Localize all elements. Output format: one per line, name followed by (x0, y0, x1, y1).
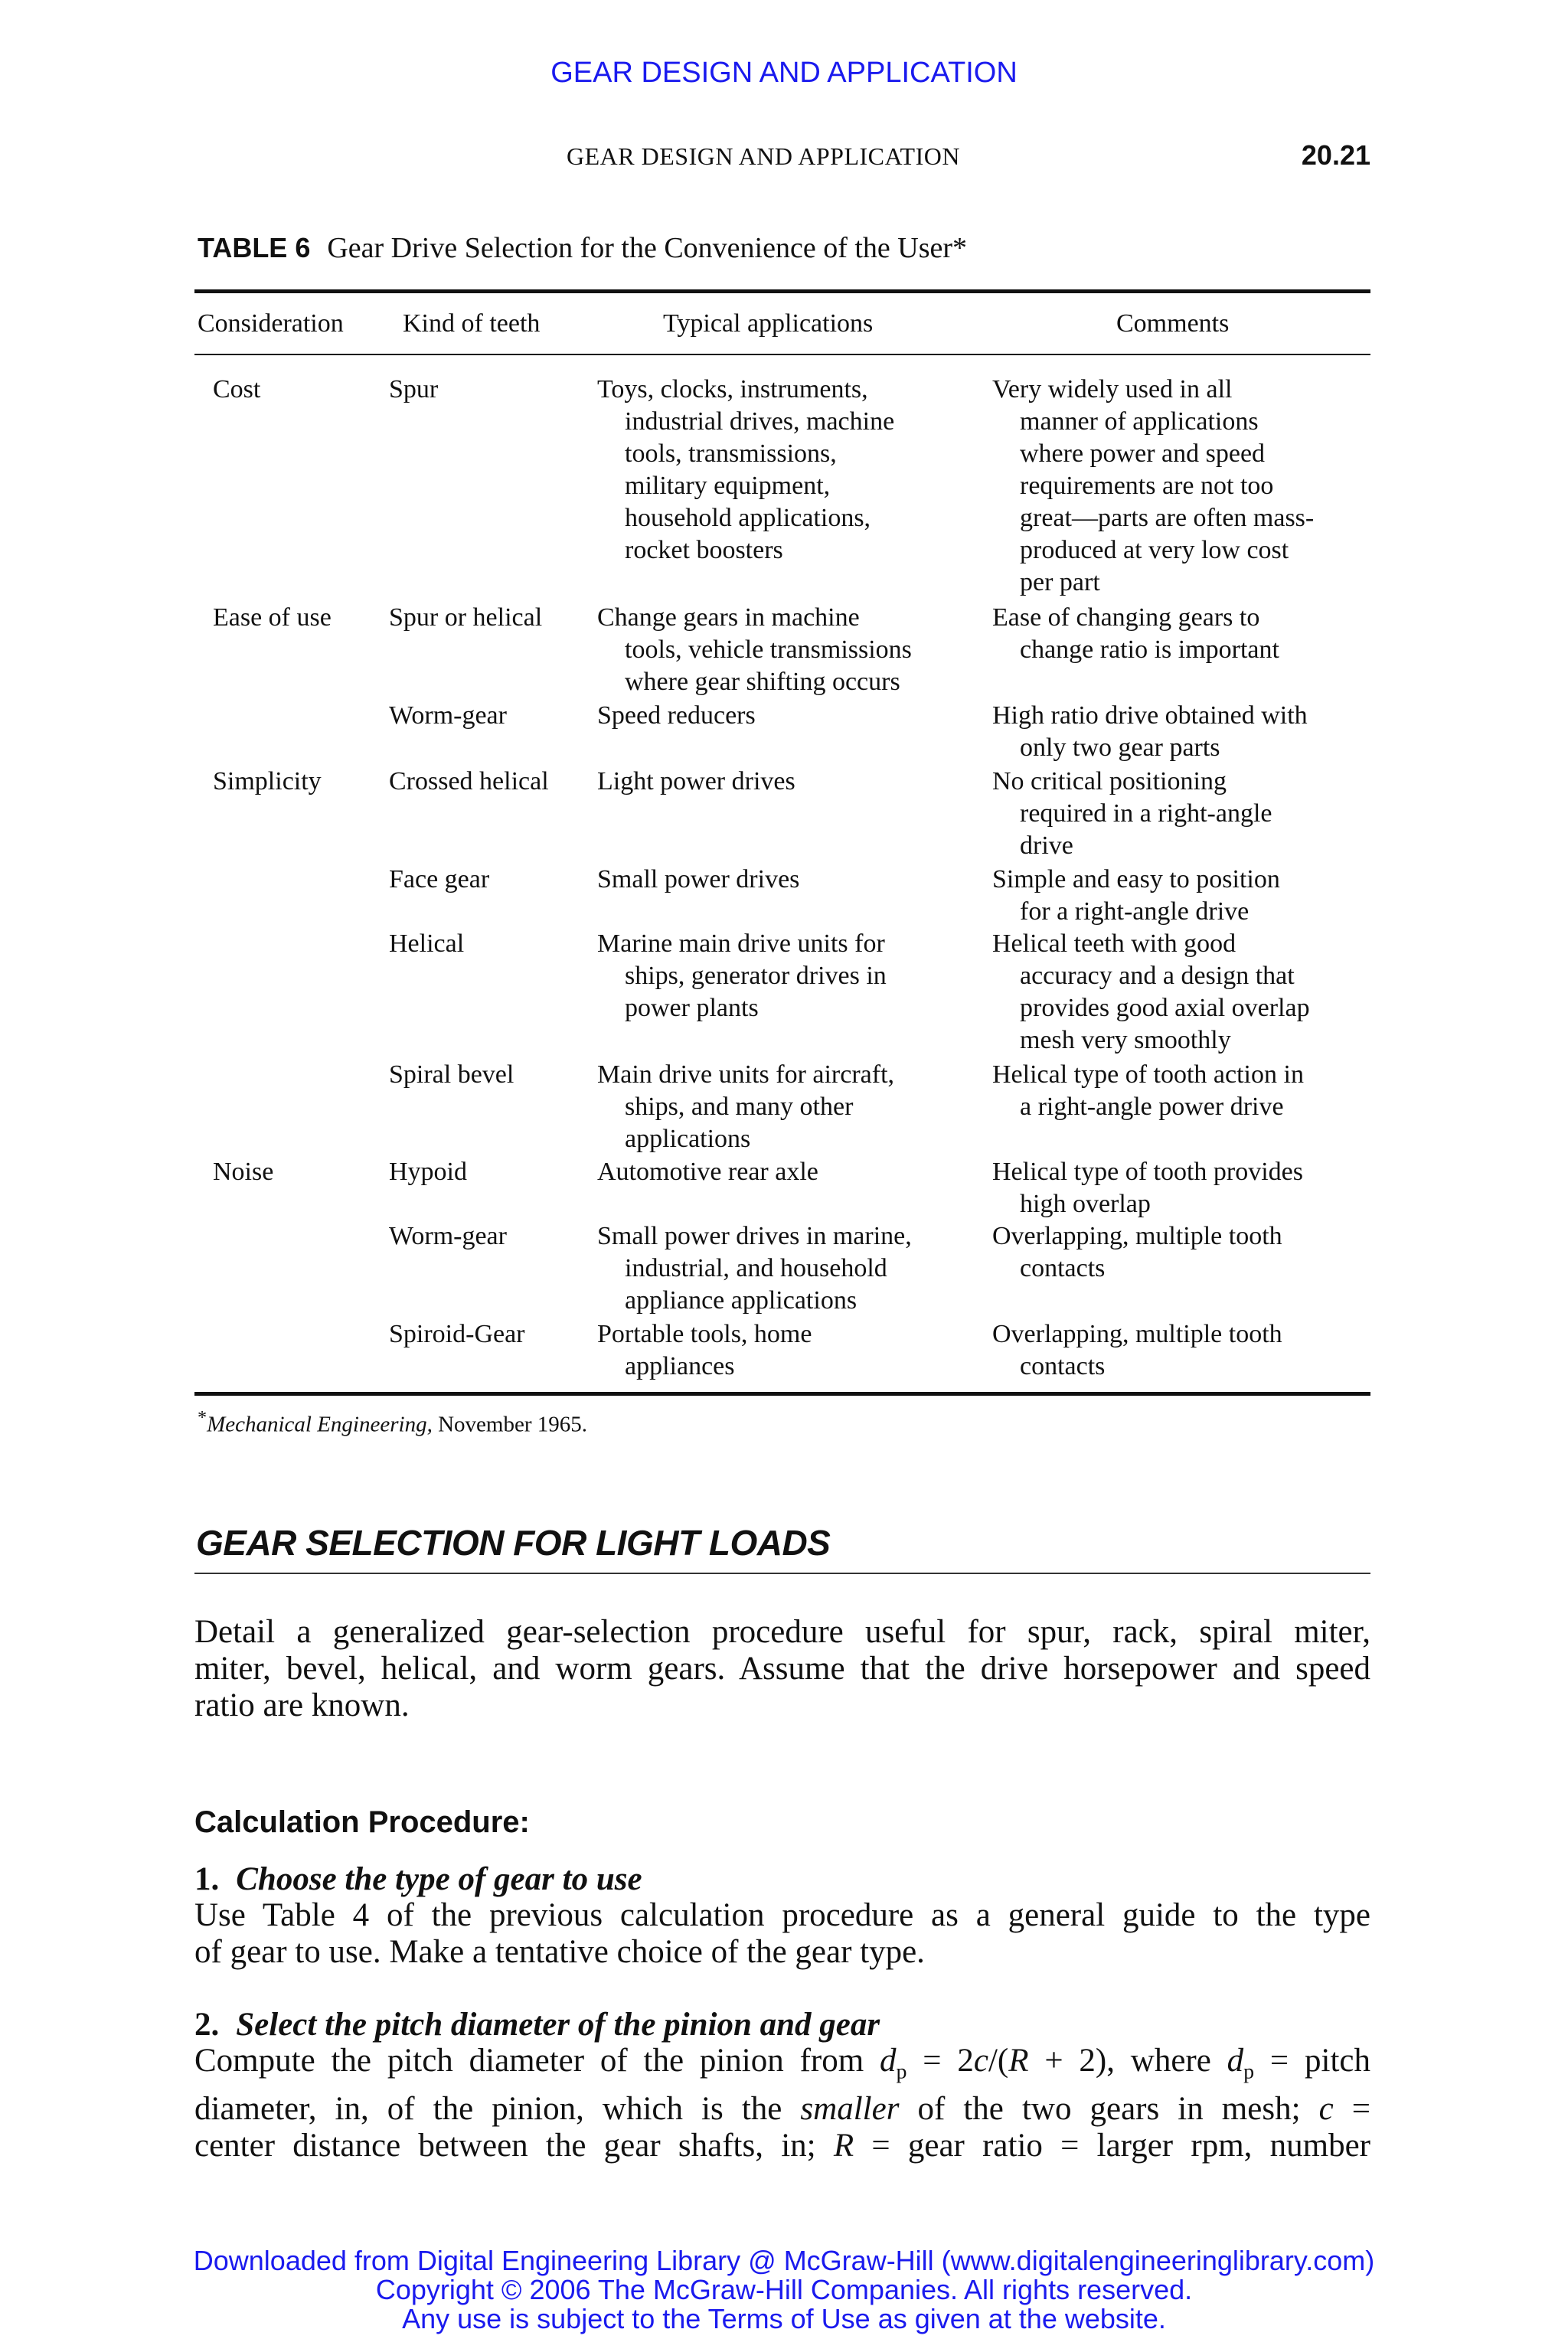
cell-consideration: Cost (213, 375, 261, 403)
table-bottom-rule (194, 1392, 1370, 1396)
cell-consideration: Simplicity (213, 767, 322, 795)
step-2-line-1: Compute the pitch diameter of the pinion from $d_p = 2c/(R + 2)$, where $d_p$ = pitch (194, 2043, 1370, 2084)
cell-kind-of-teeth: Hypoid (389, 1158, 467, 1186)
cell-typical-applications: Small power drives in marine, industrial, and household appliance applications (597, 1222, 912, 1315)
cell-typical-applications: Small power drives (597, 865, 800, 893)
cell-kind-of-teeth: Spiroid-Gear (389, 1320, 525, 1348)
cell-kind-of-teeth: Worm-gear (389, 701, 507, 730)
cell-kind-of-teeth: Spiral bevel (389, 1060, 514, 1089)
cell-kind-of-teeth: Helical (389, 929, 465, 958)
cell-comments: Helical type of tooth provides high overlap (992, 1158, 1304, 1218)
table-caption-text: Gear Drive Selection for the Convenience of the User* (327, 232, 968, 264)
table-caption (198, 231, 967, 265)
cell-consideration: Ease of use (213, 603, 332, 632)
footer-copyright: Copyright © 2006 The McGraw-Hill Companies. All rights reserved. (375, 2274, 1193, 2305)
section-heading-rule (194, 1573, 1370, 1574)
cell-comments: No critical positioning required in a right-angle drive (992, 767, 1272, 860)
header-comments: Comments (1116, 309, 1230, 338)
calculation-procedure-heading: Calculation Procedure: (194, 1805, 530, 1839)
cell-comments: Very widely used in all manner of applications where power and speed requirements are not too great—parts are often mass- produced at very low cost per part (992, 375, 1315, 596)
cell-comments: Helical type of tooth action in a right-angle power drive (992, 1060, 1304, 1121)
running-head: GEAR DESIGN AND APPLICATION (567, 142, 960, 170)
header-consideration: Consideration (198, 309, 344, 338)
footer-terms-link[interactable]: Any use is subject to the Terms of Use as given at the website. (402, 2303, 1166, 2334)
cell-comments: Ease of changing gears to change ratio is important (992, 603, 1279, 664)
cell-kind-of-teeth: Spur or helical (389, 603, 543, 632)
cell-typical-applications: Main drive units for aircraft, ships, and many other applications (597, 1060, 895, 1153)
table-top-rule (194, 289, 1370, 293)
table-label: TABLE 6 (198, 232, 311, 263)
document-banner-title[interactable]: GEAR DESIGN AND APPLICATION (550, 57, 1018, 89)
cell-kind-of-teeth: Spur (389, 375, 439, 403)
table-header-rule (194, 354, 1370, 355)
cell-typical-applications: Speed reducers (597, 701, 756, 730)
page-number: 20.21 (1301, 139, 1370, 171)
cell-kind-of-teeth: Face gear (389, 865, 490, 893)
header-typical-applications: Typical applications (663, 309, 874, 338)
cell-typical-applications: Change gears in machine tools, vehicle transmissions where gear shifting occurs (597, 603, 912, 696)
table-footnote: *Mechanical Engineering, November 1965. (198, 1407, 587, 1437)
cell-consideration: Noise (213, 1158, 274, 1186)
intro-paragraph: Detail a generalized gear-selection procedure useful for spur, rack, spiral miter, miter, bevel, helical, and worm gears. Assume that the drive horsepower and speed ratio are known. (194, 1614, 1370, 1723)
cell-comments: Overlapping, multiple tooth contacts (992, 1320, 1282, 1380)
cell-kind-of-teeth: Worm-gear (389, 1222, 507, 1250)
step-2-line-3: center distance between the gear shafts, in; R = gear ratio = larger rpm, number (194, 2127, 1370, 2164)
footer-download-link[interactable]: Downloaded from Digital Engineering Library @ McGraw-Hill (www.digitalengineeringlibrary.com) (193, 2245, 1375, 2276)
header-kind-of-teeth: Kind of teeth (403, 309, 541, 338)
cell-comments: Simple and easy to position for a right-angle drive (992, 865, 1280, 926)
step-2-title: 2. Select the pitch diameter of the pinion and gear (194, 2007, 880, 2043)
step-1-title: 1. Choose the type of gear to use (194, 1861, 642, 1897)
cell-typical-applications: Light power drives (597, 767, 795, 795)
cell-comments: Overlapping, multiple tooth contacts (992, 1222, 1282, 1282)
cell-typical-applications: Marine main drive units for ships, generator drives in power plants (597, 929, 887, 1022)
step-2-body (194, 2043, 1370, 2164)
cell-typical-applications: Portable tools, home appliances (597, 1320, 812, 1380)
cell-kind-of-teeth: Crossed helical (389, 767, 549, 795)
cell-typical-applications: Toys, clocks, instruments, industrial drives, machine tools, transmissions, military equipment, household applications, rocket boosters (597, 375, 895, 564)
step-2-line-2: diameter, in, of the pinion, which is the smaller of the two gears in mesh; c = (194, 2090, 1370, 2127)
step-1-body: Use Table 4 of the previous calculation procedure as a general guide to the type of gear to use. Make a tentative choice of the gear type. (194, 1897, 1370, 1970)
section-heading: GEAR SELECTION FOR LIGHT LOADS (196, 1523, 831, 1563)
cell-comments: Helical teeth with good accuracy and a design that provides good axial overlap mesh very smoothly (992, 929, 1310, 1054)
cell-typical-applications: Automotive rear axle (597, 1158, 818, 1186)
cell-comments: High ratio drive obtained with only two gear parts (992, 701, 1308, 762)
